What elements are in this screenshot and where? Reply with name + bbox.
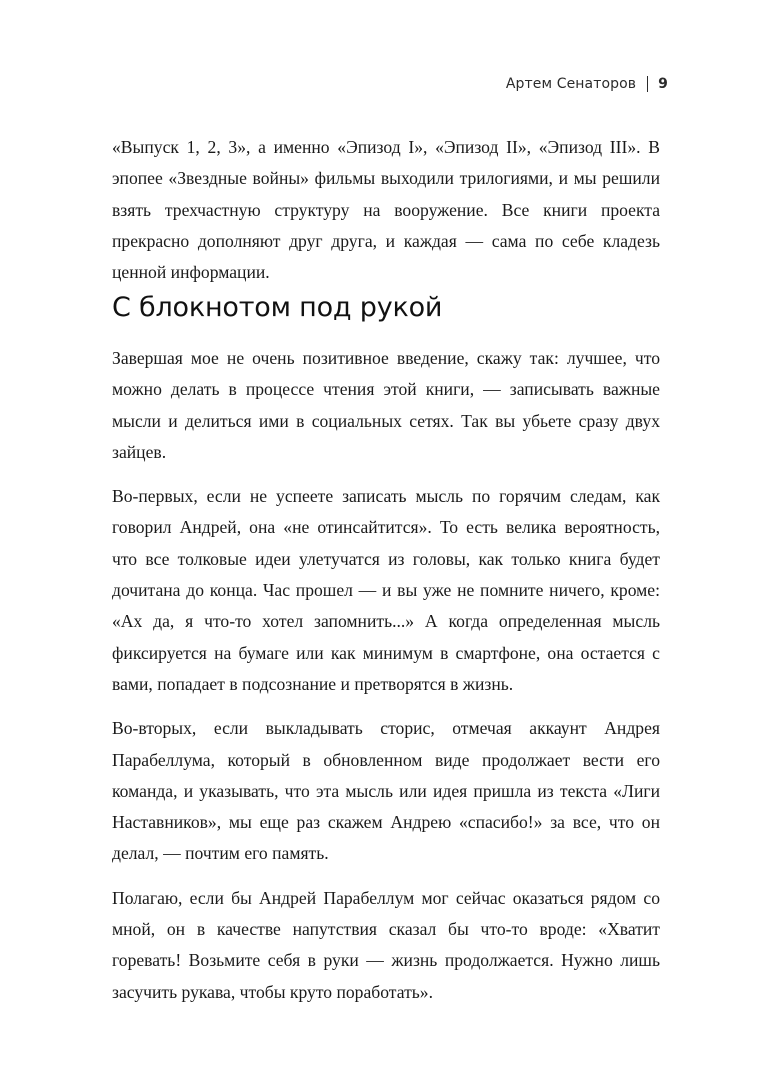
header-divider (647, 76, 648, 92)
body-paragraph-1: Завершая мое не очень позитивное введение, скажу так: лучшее, что можно делать в процессе чтения этой книги, — записывать важные мысли и делиться ими в социальных сетях. Так вы убьете сразу двух зайцев. (112, 348, 660, 462)
section-heading: С блокнотом под рукой (112, 292, 443, 323)
section-body (112, 343, 660, 1008)
body-paragraph-2: Во-первых, если не успеете записать мысль по горячим следам, как говорил Андрей, она «не отинсайтится». То есть велика вероятность, что все толковые идеи улетучатся из головы, как только книга будет дочитана до конца. Час прошел — и вы уже не помните ничего, кроме: «Ах да, я что-то хотел запомнить...» А когда определенная мысль фиксируется на бумаге или как минимум в смартфоне, она остается с вами, попадает в подсознание и претворятся в жизнь. (112, 486, 660, 694)
intro-paragraph: «Выпуск 1, 2, 3», а именно «Эпизод I», «Эпизод II», «Эпизод III». В эпопее «Звездные войны» фильмы выходили трилогиями, и мы решили взять трехчастную структуру на вооружение. Все книги проекта прекрасно дополняют друг друга, и каждая — сама по себе кладезь ценной информации. (112, 137, 660, 283)
body-paragraph-3: Во-вторых, если выкладывать сторис, отмечая аккаунт Андрея Парабеллума, который в обновленном виде продолжает вести его команда, и указывать, что эта мысль или идея пришла из текста «Лиги Наставников», мы еще раз скажем Андрею «спасибо!» за все, что он делал, — почтим его память. (112, 718, 660, 864)
intro-block (112, 132, 660, 288)
body-paragraph-4: Полагаю, если бы Андрей Парабеллум мог сейчас оказаться рядом со мной, он в качестве напутствия сказал бы что-то вроде: «Хватит горевать! Возьмите себя в руки — жизнь продолжается. Нужно лишь засучить рукава, чтобы круто поработать». (112, 887, 660, 1002)
running-head (506, 76, 668, 92)
page-number: 9 (658, 76, 668, 92)
author-name: Артем Сенаторов (505, 76, 637, 92)
